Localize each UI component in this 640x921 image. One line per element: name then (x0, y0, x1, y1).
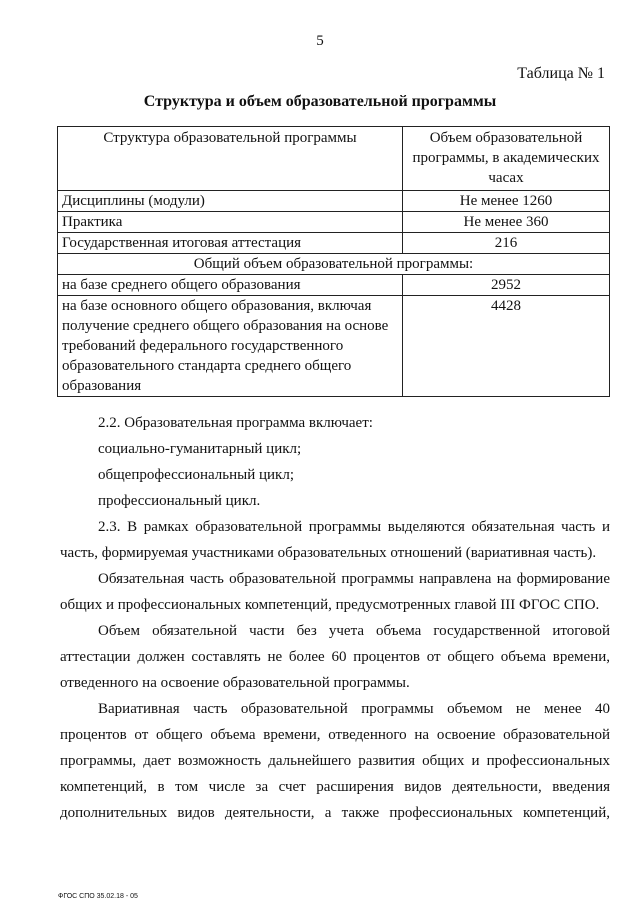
row-label: на базе среднего общего образования (58, 275, 403, 296)
table-number: Таблица № 1 (517, 65, 605, 82)
footer-code: ФГОС СПО 35.02.18 - 05 (58, 893, 138, 900)
body-text (60, 410, 610, 826)
row-value: 2952 (403, 275, 610, 296)
table-row (58, 191, 610, 212)
program-structure-table (57, 126, 610, 397)
paragraph-2-3: 2.3. В рамках образовательной программы выделяются обязательная часть и часть, формируемая участниками образовательных отношений (вариативная часть). (60, 519, 610, 561)
list-item-cycle: профессиональный цикл. (98, 493, 261, 509)
document-title: Структура и объем образовательной программы (143, 93, 497, 110)
row-label: Практика (58, 212, 403, 233)
row-value: Не менее 360 (403, 212, 610, 233)
row-label: Дисциплины (модули) (58, 191, 403, 212)
table-row (58, 296, 610, 397)
page-number: 5 (316, 33, 324, 49)
list-item-cycle: общепрофессиональный цикл; (98, 467, 294, 483)
row-value: 4428 (403, 296, 610, 397)
column-header-structure: Структура образовательной программы (58, 127, 403, 191)
row-value: 216 (403, 233, 610, 254)
paragraph-mandatory-volume: Объем обязательной части без учета объема государственной итоговой аттестации должен составлять не более 60 процентов от общего объема времени, отведенного на освоение образовательной программы. (60, 623, 610, 691)
row-label: на базе основного общего образования, включая получение среднего общего образования на основе требований федерального государственного образовательного стандарта среднего общего образования (58, 296, 403, 397)
row-label: Государственная итоговая аттестация (58, 233, 403, 254)
table-row (58, 275, 610, 296)
list-item-cycle: социально-гуманитарный цикл; (98, 441, 302, 457)
table-header-row (58, 127, 610, 191)
paragraph-2-2: 2.2. Образовательная программа включает: (98, 415, 373, 431)
paragraph-mandatory-part: Обязательная часть образовательной программы направлена на формирование общих и профессиональных компетенций, предусмотренных главой III ФГОС СПО. (60, 571, 610, 613)
paragraph-variable-part: Вариативная часть образовательной программы объемом не менее 40 процентов от общего объема времени, отведенного на освоение образовательной программы, дает возможность дальнейшего развития общих и профессиональных компетенций, в том числе за счет расширения видов деятельности, введения дополнительных видов деятельности, а также профессиональных компетенций, (60, 701, 610, 821)
row-value: Не менее 1260 (403, 191, 610, 212)
table-row (58, 233, 610, 254)
table-total-header-row (58, 254, 610, 275)
table-row (58, 212, 610, 233)
column-header-volume: Объем образовательной программы, в академических часах (403, 127, 610, 191)
total-volume-label: Общий объем образовательной программы: (58, 254, 610, 275)
